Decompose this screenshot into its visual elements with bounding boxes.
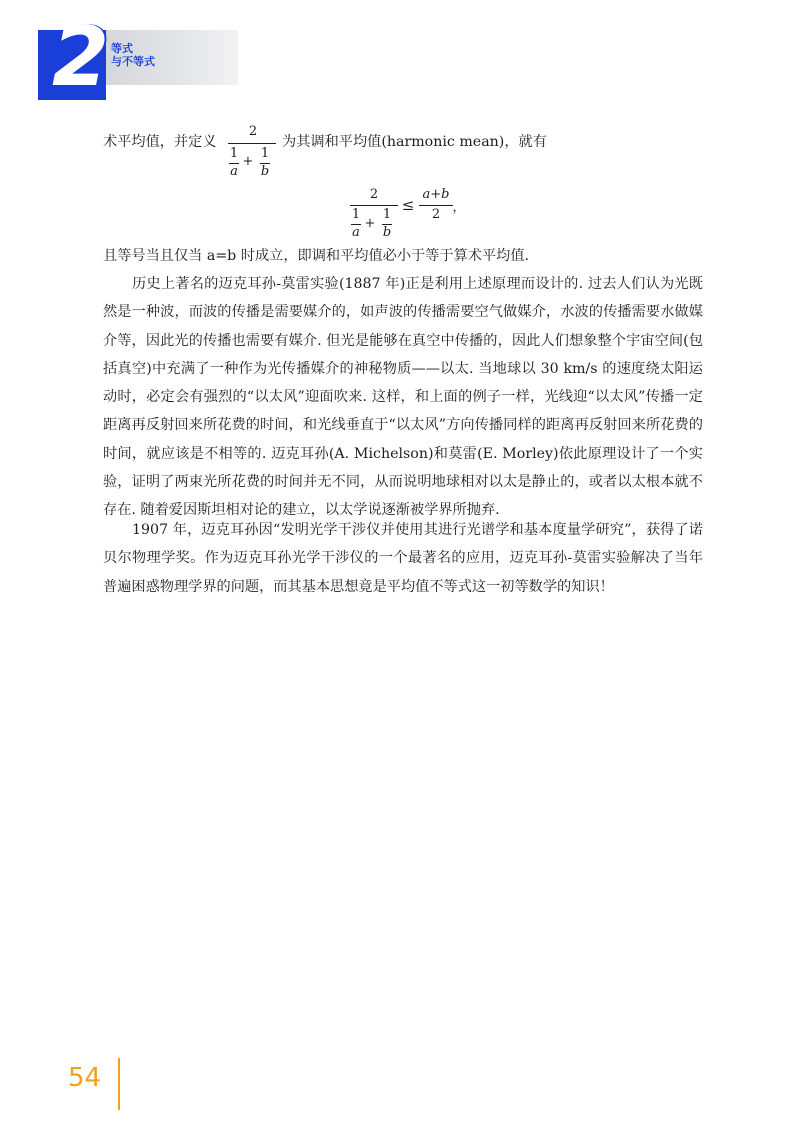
chapter-title	[111, 42, 155, 68]
page-number: 54	[68, 1063, 102, 1093]
line1-prefix: 术平均值，并定义	[103, 134, 217, 150]
display-comma: ，	[452, 200, 466, 215]
display-frac-b: b	[382, 225, 392, 240]
chapter-title-line2: 与不等式	[111, 55, 155, 68]
display-frac-numerator: 2	[369, 187, 379, 202]
display-frac-bar	[350, 205, 398, 206]
display-rhs-denominator: 2	[431, 207, 441, 222]
display-rhs-bar	[419, 205, 453, 206]
display-rhs-numerator: a+b	[422, 187, 450, 202]
page-number-rule	[118, 1058, 120, 1110]
inline-frac-plus: +	[242, 154, 254, 169]
paragraph-nobel: 1907 年，迈克耳孙因“发明光学干涉仪并使用其进行光谱学和基本度量学研究”，获得了诺贝尔物理学奖。作为迈克耳孙光学干涉仪的一个最著名的应用，迈克耳孙-莫雷实验解决了当年普遍困惑物理学界的问题，而其基本思想竟是平均值不等式这一初等数学的知识！	[103, 522, 703, 595]
display-frac-a: a	[352, 225, 360, 240]
paragraph-conclusion: 且等号当且仅当 a=b 时成立，即调和平均值必小于等于算术平均值.	[103, 248, 530, 264]
inline-frac-bar	[228, 143, 276, 144]
chapter-number: 2	[52, 10, 110, 105]
display-frac-plus: +	[364, 216, 376, 231]
chapter-title-line1: 等式	[111, 42, 133, 55]
inline-frac-a: a	[230, 164, 238, 179]
display-leq: ≤	[401, 196, 415, 214]
line1-suffix: 为其调和平均值(harmonic mean)，就有	[282, 134, 547, 150]
inline-frac-b: b	[260, 164, 270, 179]
inline-frac-one-a: 1	[229, 146, 239, 161]
display-frac-one-b: 1	[382, 207, 392, 222]
display-frac-one-a: 1	[351, 207, 361, 222]
paragraph-history: 历史上著名的迈克耳孙-莫雷实验(1887 年)正是利用上述原理而设计的. 过去人们认为光既然是一种波，而波的传播是需要媒介的，如声波的传播需要空气做媒介，水波的传播需要水做媒介等，因此光的传播也需要有媒介. 但光是能够在真空中传播的，因此人们想象整个宇宙空间(包括真空)中充满了一种作为光传播媒介的神秘物质——以太. 当地球以 30 km/s 的速度绕太阳运动时，必定会有强烈的“以太风”迎面吹来. 这样，和上面的例子一样，光线迎“以太风”传播一定距离再反射回来所花费的时间，和光线垂直于“以太风”方向传播同样的距离再反射回来所花费的时间，就应该是不相等的. 迈克耳孙(A. Michelson)和莫雷(E. Morley)依此原理设计了一个实验，证明了两束光所花费的时间并无不同，从而说明地球相对以太是静止的，或者以太根本就不存在. 随着爱因斯坦相对论的建立，以太学说逐渐被学界所抛弃.	[103, 276, 703, 519]
inline-frac-numerator: 2	[248, 124, 258, 139]
inline-frac-one-b: 1	[260, 146, 270, 161]
